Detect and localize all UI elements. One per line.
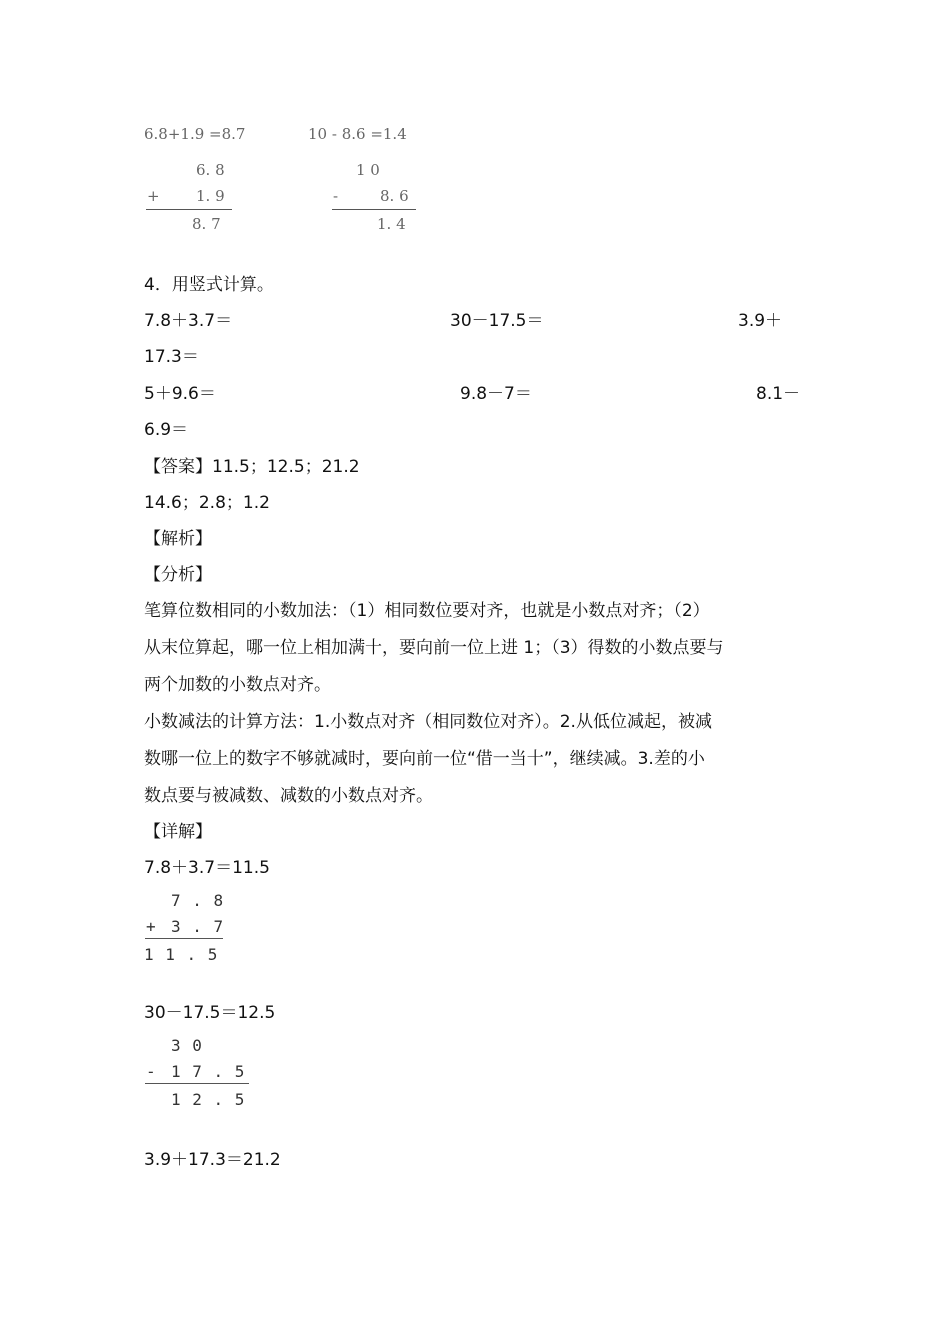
analysis-paragraph-1-line-1: 笔算位数相同的小数加法：（1）相同数位要对齐，也就是小数点对齐；（2） (144, 601, 710, 621)
vertical-divider (332, 209, 416, 210)
vertical-result: 1. 4 (377, 215, 406, 233)
analysis-paragraph-1-line-2: 从末位算起，哪一位上相加满十，要向前一位上进 1；（3）得数的小数点要与 (144, 638, 724, 658)
section-xiangjie: 【详解】 (144, 822, 212, 842)
vertical-row-2: 8. 6 (380, 187, 409, 205)
vertical-result: 1 2 . 5 (171, 1090, 246, 1109)
vertical-row-2: 1. 9 (196, 187, 225, 205)
vertical-operator: + (147, 187, 160, 205)
problem-2: 30－17.5＝ (450, 311, 544, 331)
question-title: 4．用竖式计算。 (144, 275, 274, 295)
section-fenxi: 【分析】 (144, 565, 212, 585)
vertical-operator: - (146, 1062, 157, 1081)
analysis-paragraph-2-line-2: 数哪一位上的数字不够就减时，要向前一位“借一当十”，继续减。3.差的小 (144, 749, 705, 769)
vertical-row-2: 3 . 7 (171, 917, 225, 936)
vertical-row-1: 3 0 (171, 1036, 203, 1055)
vertical-row-1: 1 0 (356, 161, 380, 179)
problem-5: 9.8－7＝ (460, 384, 532, 404)
vertical-operator: - (333, 187, 339, 205)
analysis-paragraph-2-line-1: 小数减法的计算方法：1.小数点对齐（相同数位对齐）。2.从低位减起，被减 (144, 712, 712, 732)
detail-equation-1: 7.8＋3.7＝11.5 (144, 858, 270, 878)
section-jiexi: 【解析】 (144, 529, 212, 549)
answer-line-2: 14.6；2.8；1.2 (144, 493, 270, 513)
vertical-divider (145, 938, 223, 939)
vertical-row-2: 1 7 . 5 (171, 1062, 246, 1081)
vertical-row-1: 6. 8 (196, 161, 225, 179)
example-equation-2: 10 - 8.6 =1.4 (308, 125, 407, 143)
problem-1: 7.8＋3.7＝ (144, 311, 233, 331)
problem-6: 8.1－ (756, 384, 801, 404)
vertical-operator: + (146, 917, 157, 936)
answer-line-1: 【答案】11.5；12.5；21.2 (144, 457, 360, 477)
detail-equation-2: 30－17.5＝12.5 (144, 1003, 276, 1023)
detail-equation-3: 3.9＋17.3＝21.2 (144, 1150, 281, 1170)
example-equation-1: 6.8+1.9 =8.7 (144, 125, 246, 143)
vertical-divider (146, 209, 232, 210)
problem-4: 5＋9.6＝ (144, 384, 216, 404)
vertical-row-1: 7 . 8 (171, 891, 225, 910)
problem-3-wrap: 17.3＝ (144, 347, 199, 367)
vertical-result: 8. 7 (192, 215, 221, 233)
vertical-divider (145, 1083, 249, 1084)
analysis-paragraph-2-line-3: 数点要与被减数、减数的小数点对齐。 (144, 786, 433, 806)
analysis-paragraph-1-line-3: 两个加数的小数点对齐。 (144, 675, 331, 695)
problem-3: 3.9＋ (738, 311, 783, 331)
problem-6-wrap: 6.9＝ (144, 420, 189, 440)
vertical-result: 1 1 . 5 (144, 945, 219, 964)
